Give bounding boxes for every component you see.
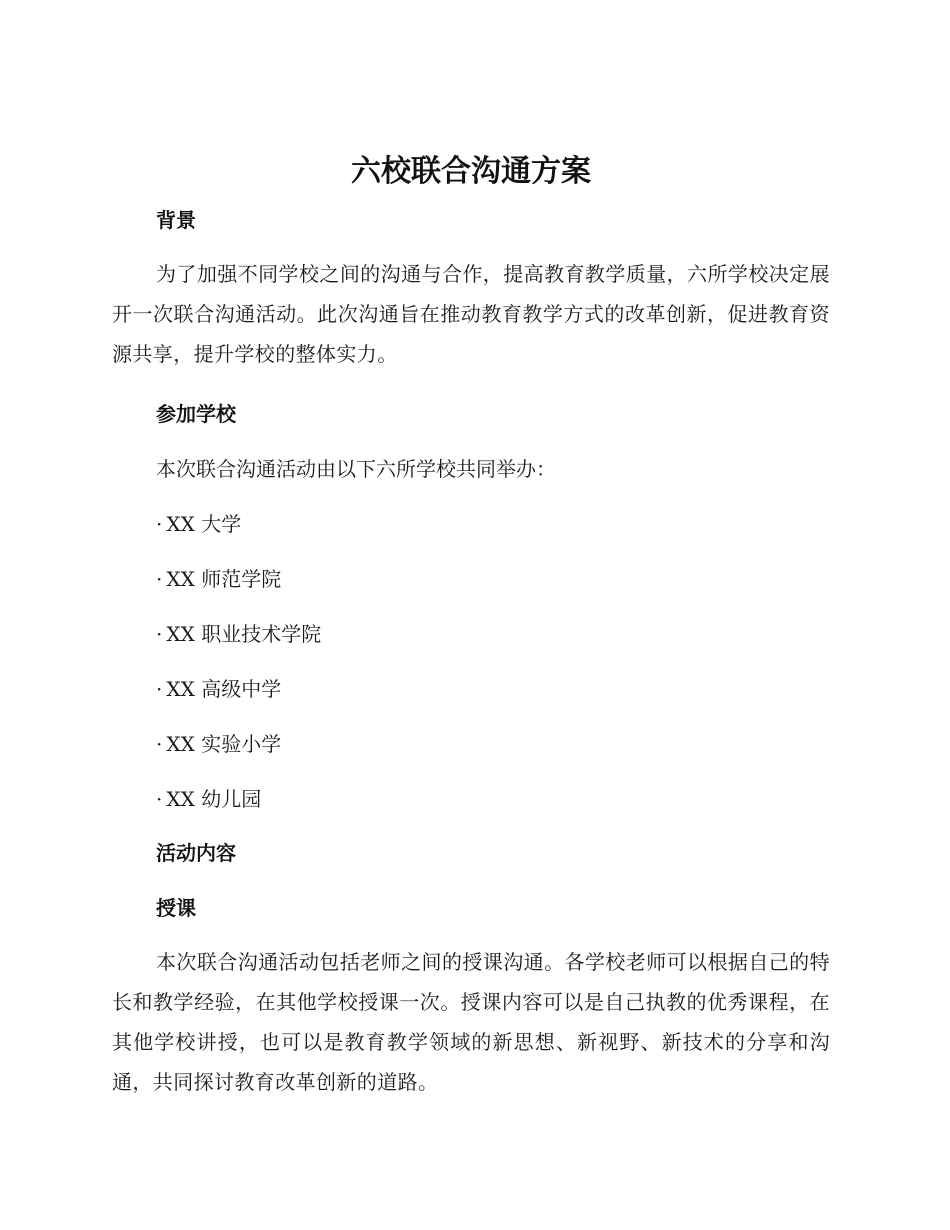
bullet-marker: ·	[156, 787, 163, 811]
school-list-item	[156, 675, 281, 703]
school-list-item	[156, 730, 281, 758]
section-heading-background: 背景	[156, 208, 196, 232]
school-name: XX 大学	[166, 512, 242, 536]
subsection-heading-teaching: 授课	[156, 896, 196, 920]
school-name: XX 幼儿园	[166, 787, 262, 811]
document-title: 六校联合沟通方案	[351, 154, 591, 189]
bullet-marker: ·	[156, 622, 163, 646]
school-list-item	[156, 565, 281, 593]
section-heading-schools: 参加学校	[156, 402, 236, 426]
schools-intro: 本次联合沟通活动由以下六所学校共同举办：	[156, 457, 556, 481]
bullet-marker: ·	[156, 567, 163, 591]
school-name: XX 高级中学	[166, 677, 282, 701]
bullet-marker: ·	[156, 512, 163, 536]
school-name: XX 师范学院	[166, 567, 282, 591]
school-name: XX 实验小学	[166, 732, 282, 756]
teaching-paragraph: 本次联合沟通活动包括老师之间的授课沟通。各学校老师可以根据自己的特长和教学经验，在其他学校授课一次。授课内容可以是自己执教的优秀课程，在其他学校讲授，也可以是教育教学领域的新思想、新视野、新技术的分享和沟通，共同探讨教育改革创新的道路。	[112, 950, 830, 1094]
bullet-marker: ·	[156, 732, 163, 756]
bullet-marker: ·	[156, 677, 163, 701]
school-list-item	[156, 620, 321, 648]
background-paragraph: 为了加强不同学校之间的沟通与合作，提高教育教学质量，六所学校决定展开一次联合沟通活动。此次沟通旨在推动教育教学方式的改革创新，促进教育资源共享，提升学校的整体实力。	[112, 262, 830, 366]
school-name: XX 职业技术学院	[166, 622, 322, 646]
school-list-item	[156, 785, 261, 813]
school-list-item	[156, 510, 241, 538]
section-heading-activities: 活动内容	[156, 841, 236, 865]
